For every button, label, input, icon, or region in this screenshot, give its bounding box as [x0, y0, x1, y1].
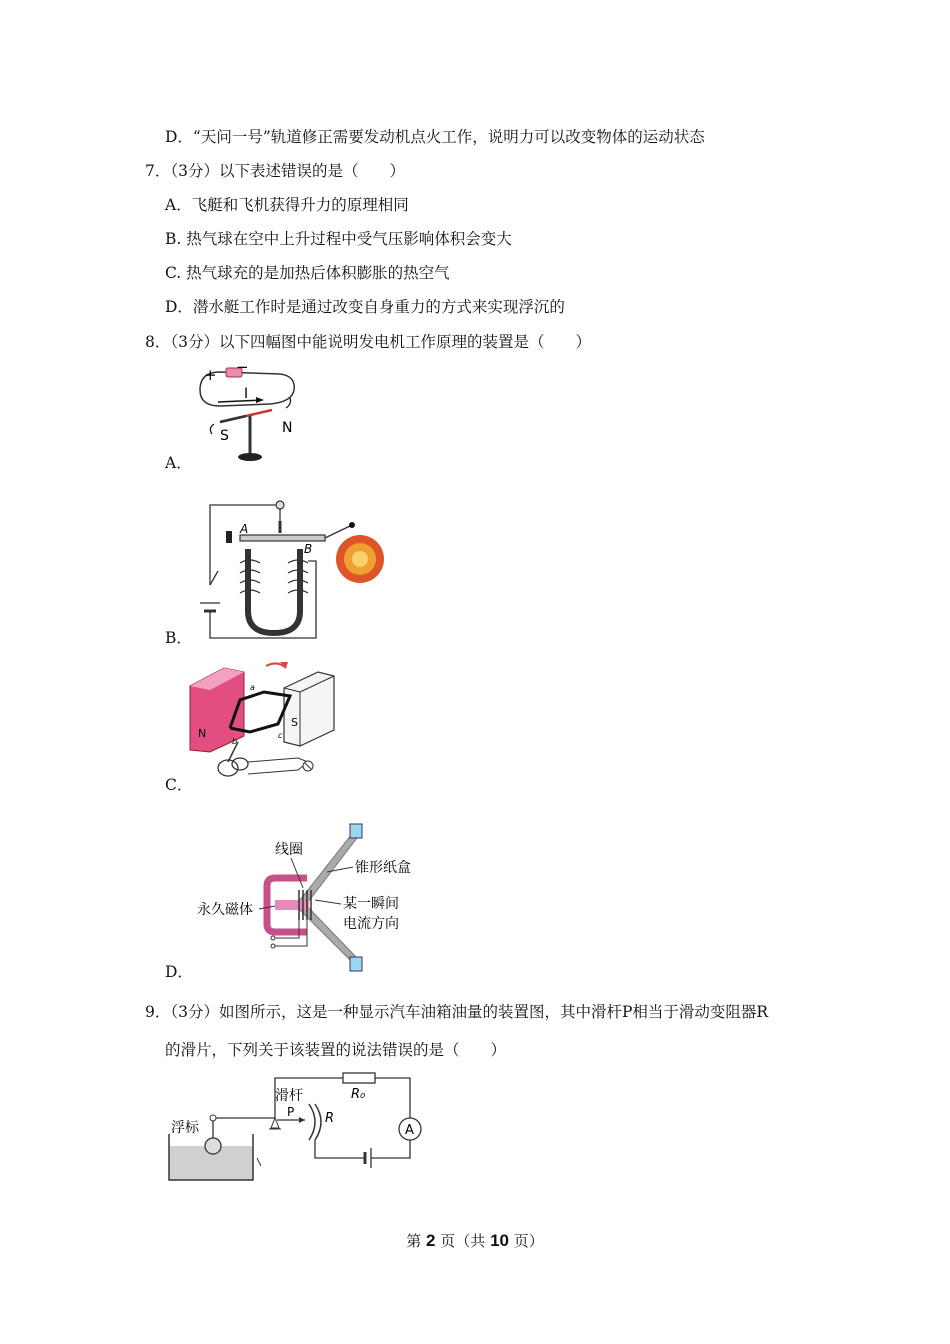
q8-figure-b: [190, 493, 395, 643]
rheostat-r: [309, 1104, 315, 1140]
q8-label-c: C．: [165, 776, 193, 794]
q7-option-c: C. 热气球充的是加热后体积膨胀的热空气: [165, 264, 450, 282]
south-magnet: [284, 672, 334, 746]
ammeter-label: A: [405, 1123, 414, 1138]
footer-middle: 页（共: [440, 1232, 486, 1250]
switch-icon: [210, 571, 218, 585]
cone-edge-top: [350, 824, 362, 838]
q8-figure-c: [188, 658, 338, 793]
contact-b-label: B: [304, 542, 313, 556]
coil-b-label: b: [232, 737, 238, 746]
q8-label-b: B．: [165, 629, 192, 647]
rod-label: 滑杆: [275, 1088, 303, 1104]
page-footer: [0, 1230, 950, 1251]
rheostat-r-label: R: [325, 1111, 335, 1126]
plus-sign: +: [204, 366, 217, 384]
current-label-1: 某一瞬间: [343, 896, 399, 912]
magnet-label: 永久磁体: [197, 902, 253, 918]
q9-stem-line2: 的滑片，下列关于该装置的说法错误的是（ ）: [165, 1041, 507, 1059]
armature: [240, 535, 325, 541]
screw-icon: [276, 501, 284, 509]
current-label: I: [244, 386, 249, 402]
resistor-r0-label: R₀: [351, 1087, 366, 1102]
north-magnet-label: N: [198, 727, 207, 740]
minus-sign: −: [236, 360, 249, 376]
south-magnet-label: S: [291, 716, 298, 729]
coil-c-label: c: [278, 731, 283, 740]
footer-page-number: 2: [426, 1231, 436, 1250]
footer-suffix: 页）: [513, 1232, 544, 1250]
resistor-r0: [343, 1073, 375, 1083]
q7-stem: 7．（3分）以下表述错误的是（ ）: [145, 162, 405, 180]
q8-label-a: A．: [165, 454, 192, 472]
q9-stem-line1: 9．（3分）如图所示，这是一种显示汽车油箱油量的装置图，其中滑杆P相当于滑动变阻器R: [145, 1003, 769, 1021]
coil-a-label: a: [250, 683, 255, 692]
float-label: 浮标: [171, 1120, 199, 1136]
slider-arrow-icon: [299, 1117, 305, 1123]
south-pole-label: S: [220, 428, 229, 444]
q8-figure-d: [195, 820, 425, 975]
q7-option-b: B. 热气球在空中上升过程中受气压影响体积会变大: [165, 230, 512, 248]
float-icon: [205, 1138, 221, 1154]
q6-option-d: D．“天问一号”轨道修正需要发动机点火工作，说明力可以改变物体的运动状态: [165, 128, 705, 146]
footer-total-pages: 10: [490, 1231, 509, 1250]
north-pole-label: N: [282, 420, 293, 436]
q9-figure: [165, 1068, 435, 1188]
cone-edge-bottom: [350, 957, 362, 971]
current-arrow-icon: [256, 397, 264, 403]
coil-label: 线圈: [275, 842, 303, 858]
contact-a-label: A: [240, 522, 249, 536]
q8-figure-a: [190, 360, 310, 465]
q7-option-d: D．潜水艇工作时是通过改变自身重力的方式来实现浮沉的: [165, 298, 565, 316]
footer-prefix: 第: [406, 1232, 422, 1250]
slider-p-label: P: [287, 1105, 295, 1119]
q7-option-a: A．飞艇和飞机获得升力的原理相同: [165, 196, 409, 214]
cone-label: 锥形纸盒: [355, 860, 411, 876]
q8-stem: 8．（3分）以下四幅图中能说明发电机工作原理的装置是（ ）: [145, 333, 591, 351]
q8-label-d: D．: [165, 963, 193, 981]
current-label-2: 电流方向: [343, 916, 399, 932]
